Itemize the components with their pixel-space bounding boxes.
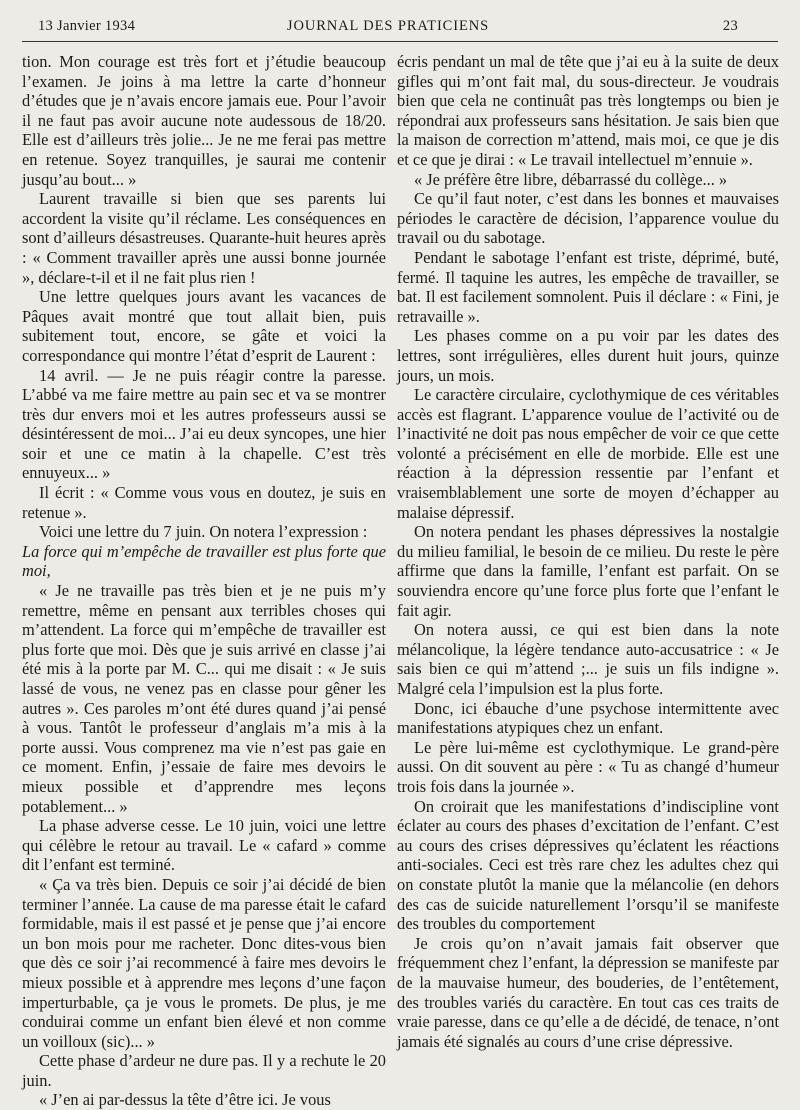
italic-quote: La force qui m’empêche de travailler est plus forte que moi, xyxy=(22,541,386,581)
letter-quote: « J’en ai par-dessus la tête d’être ici. Je vous xyxy=(39,1090,331,1110)
page-header xyxy=(38,18,738,40)
journal-title: JOURNAL DES PRATICIENS xyxy=(286,18,490,34)
paragraph: Pendant le sabotage l’enfant est triste, déprimé, buté, fermé. Il taquine les autres, les empêche de travailler, se bat. Il est facilement somnolent. Puis il déclare : « Fini, je retravaille ». xyxy=(397,247,779,326)
paragraph: Ce qu’il faut noter, c’est dans les bonnes et mauvaises périodes le caractère de décision, l’apparence voulue du travail ou du sabotage. xyxy=(397,189,779,248)
paragraph: Les phases comme on a pu voir par les dates des lettres, sont irrégulières, elles durent huit jours, quinze jours, un mois. xyxy=(397,326,779,385)
paragraph: Je crois qu’on n’avait jamais fait observer que fréquemment chez l’enfant, la dépression se manifeste par de la mauvaise humeur, des bouderies, de l’entêtement, des troubles variés du caractère. En tout cas ces traits de vraie paresse, dans ce qu’elle a de décidé, de tenace, n’ont jamais été signalés au cours d’une crise dépressive. xyxy=(397,933,779,1051)
letter-quote: « Je ne travaille pas très bien et je ne puis m’y remettre, même en pensant aux terribles choses qui m’attendent. La force qui m’empêche de travailler est plus forte que moi. Dès que je suis arrivé en classe j’ai été mis à la porte par M. C... qui me disait : « Je suis lassé de vous, ne venez pas en classe pour gêner les autres ». Ces paroles m’ont été dures quand j’ai pensé à vous. Tantôt le professeur d’anglais m’a mis à la porte aussi. Vous comprenez ma vie n’est pas gaie en ce moment. Enfin, j’essaie de faire mes devoirs le mieux possible et d’apprendre mes leçons potablement... » xyxy=(22,581,386,816)
paragraph: La phase adverse cesse. Le 10 juin, voici une lettre qui célèbre le retour au travail. Le « cafard » comme dit l’enfant est terminé. xyxy=(22,816,386,875)
header-rule xyxy=(22,41,778,42)
paragraph: Il écrit : « Comme vous vous en doutez, je suis en retenue ». xyxy=(22,483,386,522)
paragraph: « Je préfère être libre, débarrassé du collège... » xyxy=(414,169,728,189)
left-column xyxy=(22,52,386,1110)
page-number: 23 xyxy=(722,18,738,34)
issue-date: 13 Janvier 1934 xyxy=(38,18,136,34)
paragraph: On croirait que les manifestations d’indiscipline vont éclater au cours des phases d’excitation de l’enfant. C’est au cours des crises dépressives qu’éclatent les réactions anti-sociales. Ceci est très rare chez les adultes chez qui on constate plutôt la manie que la mélancolie (en dehors des cas de suicide naturellement l’orsqu’il se manifeste des troubles du comportement xyxy=(397,796,779,934)
paragraph: Le caractère circulaire, cyclothymique de ces véritables accès est flagrant. L’apparence voulue de l’activité ou de l’inactivité ne doit pas nous empêcher de voir ce que cette volonté a précisément en elle de morbide. Elle est une réaction à la dépression ressentie par l’enfant et vraisemblablement une sorte de moyen d’échapper au malaise dépressif. xyxy=(397,385,779,522)
paragraph: On notera pendant les phases dépressives la nostalgie du milieu familial, le besoin de ce milieu. Du reste le père affirme que dans la famille, l’enfant est parfait. On se souviendra encore qu’une force plus forte que l’enfant le fait agir. xyxy=(397,522,779,620)
paragraph: Le père lui-même est cyclothymique. Le grand-père aussi. On dit souvent au père : « Tu as changé d’humeur trois fois dans la journée ». xyxy=(397,737,779,796)
letter-quote: « Ça va très bien. Depuis ce soir j’ai décidé de bien terminer l’année. La cause de ma paresse était le cafard formidable, mais il est passé et je pense que j’ai encore un bon mois pour me racheter. Donc dites-vous bien que dès ce soir j’ai recommencé à faire mes devoirs le mieux possible et à apprendre mes leçons d’une façon imperturbable, ça je vous le promets. De plus, je me conduirai comme un enfant bien élevé et non comme un voilloux (sic)... » xyxy=(22,874,386,1051)
paragraph: Cette phase d’ardeur ne dure pas. Il y a rechute le 20 juin. xyxy=(22,1051,386,1090)
paragraph: Une lettre quelques jours avant les vacances de Pâques avait montré que tout allait bien, puis subitement tout, encore, se gâte et voici la correspondance qui montre l’état d’esprit de Laurent : xyxy=(22,287,386,365)
paragraph: 14 avril. — Je ne puis réagir contre la paresse. L’abbé va me faire mettre au pain sec et va se montrer très dur envers moi et les autres professeurs aussi se désintéressent de moi... J’ai eu deux syncopes, une hier soir et une ce matin à la chapelle. C’est très ennuyeux... » xyxy=(22,365,386,483)
right-column xyxy=(397,52,779,1051)
paragraph: On notera aussi, ce qui est bien dans la note mélancolique, la légère tendance auto-accusatrice : « Je sais bien ce qui m’attend ;... je suis un fils indigne ». Malgré cela l’impulsion est la plus forte. xyxy=(397,620,779,698)
paragraph: Laurent travaille si bien que ses parents lui accordent la visite qu’il réclame. Les conséquences en sont d’ailleurs désastreuses. Quarante-huit heures après : « Comment travailler après une aussi bonne journée », déclare-t-il et il ne fait plus rien ! xyxy=(22,189,386,287)
paragraph: tion. Mon courage est très fort et j’étudie beaucoup l’examen. Je joins à ma lettre la carte d’honneur d’études que je n’avais encore jamais eue. Pour l’avoir il ne faut pas avoir aucune note audessous de 18/20. Elle est d’ailleurs très jolie... Je ne me ferai pas mettre en retenue. Soyez tranquilles, je saurai me contenir jusqu’au bout... » xyxy=(22,52,386,189)
paragraph: Donc, ici ébauche d’une psychose intermittente avec manifestations atypiques chez un enfant. xyxy=(397,698,779,738)
paragraph: écris pendant un mal de tête que j’ai eu à la suite de deux gifles qui m’ont fait mal, du sous-directeur. Je voudrais bien que cela ne continuât pas très longtemps ou bien je répondrai aux professeurs sans hésitation. Je sais bien que la maison de correction m’attend, mais moi, ce que je dis et ce que je dirai : « Le travail intellectuel m’ennuie ». xyxy=(397,52,779,169)
paragraph: Voici une lettre du 7 juin. On notera l’expression : xyxy=(39,522,368,542)
